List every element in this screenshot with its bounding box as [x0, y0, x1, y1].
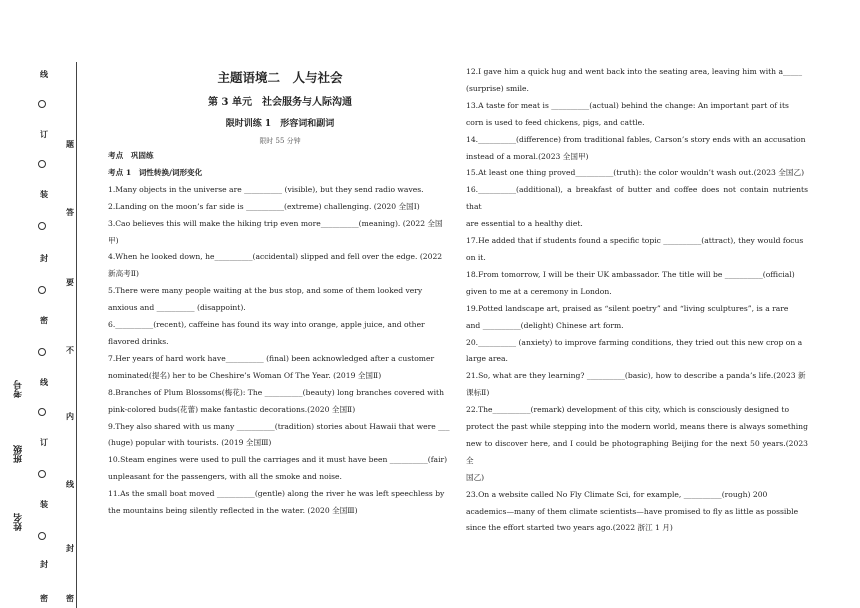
question-line: 10.Steam engines were used to pull the carriages and it must have been __________(fair)	[108, 455, 448, 465]
binding-hole	[38, 160, 46, 168]
question-line: 甲)	[108, 235, 119, 245]
binding-hole	[38, 286, 46, 294]
binding-char: 密	[40, 315, 48, 325]
question-line: 20.__________ (anxiety) to improve farming conditions, they tried out this new crop on a	[466, 337, 803, 347]
binding-char: 要	[66, 277, 74, 287]
question-line: unpleasant for the passengers, with all the smoke and noise.	[108, 472, 342, 482]
question-line: 17.He added that if students found a specific topic __________(attract), they would focus	[466, 236, 804, 246]
question-line: 18.From tomorrow, I will be their UK ambassador. The title will be __________(official)	[466, 269, 795, 279]
question-line: 9.They also shared with us many __________(tradition) stories about Hawaii that were ___	[108, 421, 450, 431]
question-line: 23.On a website called No Fly Climate Sci, for example, __________(rough) 200	[466, 489, 768, 499]
question-line: 国乙)	[466, 472, 485, 482]
binding-char: 密	[40, 593, 48, 603]
question-line: 19.Potted landscape art, praised as “silent poetry” and “living sculptures”, is a rare	[466, 303, 789, 313]
question-line: the mountains being silently reflected in the water. (2020 全国Ⅲ)	[108, 506, 358, 516]
binding-char: 装	[40, 499, 48, 509]
question-line: 13.A taste for meat is __________(actual) behind the change: An important part of its	[466, 100, 789, 110]
question-line: on it.	[466, 252, 486, 262]
binding-char: 不	[66, 345, 74, 355]
question-line: nominated(提名) her to be Cheshire’s Woman Of The Year. (2019 全国Ⅱ)	[108, 370, 382, 380]
binding-hole	[38, 532, 46, 540]
question-line: 1.Many objects in the universe are __________ (visible), but they send radio waves.	[108, 184, 424, 194]
question-line: are essential to a healthy diet.	[466, 219, 583, 229]
binding-char: 订	[40, 437, 48, 447]
question-line: large area.	[466, 354, 508, 364]
question-line: 12.I gave him a quick hug and went back into the seating area, leaving him with a_____	[466, 67, 802, 76]
question-line: 4.When he looked down, he__________(accidental) slipped and fell over the edge. (2022	[108, 252, 443, 262]
question-line: since the effort started two years ago.(2022 浙江 1 月)	[466, 523, 673, 533]
question-line: 11.As the small boat moved __________(gentle) along the river he was left speechless by	[108, 489, 445, 499]
name-label: 姓名	[14, 513, 24, 531]
question-line: corn is used to feed chickens, pigs, and cattle.	[466, 117, 645, 127]
left-column	[108, 148, 450, 520]
question-line: 2.Landing on the moon’s far side is __________(extreme) challenging. (2020 全国Ⅰ)	[108, 201, 420, 211]
binding-char: 密	[66, 593, 74, 603]
question-line: 16.__________(additional), a breakfast of butter and coffee does not contain nutrients that	[466, 185, 808, 212]
question-line: 课标Ⅱ)	[466, 388, 490, 398]
question-line: pink-colored buds(花蕾) make fantastic decorations.(2020 全国Ⅱ)	[108, 404, 356, 414]
question-line: anxious and __________ (disappoint).	[108, 303, 246, 313]
time-limit: 限时 55 分钟	[259, 137, 301, 145]
binding-char: 内	[66, 411, 74, 421]
unit-title: 第 3 单元 社会服务与人际沟通	[208, 97, 352, 108]
binding-hole	[38, 222, 46, 230]
question-line: instead of a moral.(2023 全国甲)	[466, 151, 589, 161]
right-column	[466, 64, 808, 537]
theme-title: 主题语境二 人与社会	[217, 70, 343, 85]
binding-hole	[38, 470, 46, 478]
drill-title: 限时训练 1 形容词和副词	[225, 119, 335, 129]
binding-char: 线	[40, 69, 48, 79]
binding-hole	[38, 408, 46, 416]
class-label: 班级	[14, 445, 24, 463]
question-line: flavored drinks.	[108, 336, 169, 346]
section-heading: 考点 巩固练	[108, 151, 154, 160]
question-line: 22.The__________(remark) development of this city, which is consciously designed to	[466, 405, 790, 415]
exam-number-label: 考号	[14, 380, 24, 398]
question-line: 15.At least one thing proved__________(truth): the color wouldn’t wash out.(2023 全国乙)	[466, 168, 805, 178]
question-line: 新高考Ⅱ)	[108, 269, 139, 279]
binding-char: 线	[66, 479, 74, 489]
subsection-heading: 考点 1 词性转换/词形变化	[108, 167, 203, 177]
question-line: 6.__________(recent), caffeine has found its way into orange, apple juice, and other	[108, 320, 425, 330]
binding-char: 封	[66, 543, 74, 553]
question-line: given to me at a ceremony in London.	[466, 286, 612, 296]
question-line: 14.__________(difference) from traditional fables, Carson’s story ends with an accusation	[466, 134, 806, 144]
binding-hole	[38, 348, 46, 356]
binding-hole	[38, 100, 46, 108]
question-line: 8.Branches of Plum Blossoms(梅花): The __________(beauty) long branches covered with	[108, 387, 444, 397]
question-line: 21.So, what are they learning? __________(basic), how to describe a panda’s life.(2023 新	[466, 371, 806, 381]
question-line: (huge) popular with tourists. (2019 全国Ⅲ)	[108, 438, 272, 448]
binding-char: 线	[40, 377, 48, 387]
binding-char: 答	[66, 207, 74, 217]
question-line: 3.Cao believes this will make the hiking trip even more__________(meaning). (2022 全国	[108, 218, 443, 228]
question-line: protect the past while stepping into the modern world, means there is always something	[466, 422, 808, 432]
question-line: 7.Her years of hard work have__________ (final) been acknowledged after a customer	[108, 353, 435, 363]
binding-char: 封	[40, 559, 48, 569]
question-line: 5.There were many people waiting at the bus stop, and some of them looked very	[108, 286, 423, 296]
binding-char: 封	[40, 253, 48, 263]
question-line: and __________(delight) Chinese art form.	[466, 320, 624, 330]
binding-char: 装	[40, 189, 48, 199]
question-line: new to discover here, and I could be photographing Beijing for the next 50 years.(2023 全	[466, 438, 808, 465]
binding-char: 订	[40, 129, 48, 139]
question-line: academics—many of them climate scientists—have promised to fly as little as possible	[466, 506, 799, 516]
binding-char: 题	[66, 139, 74, 149]
question-line: (surprise) smile.	[466, 83, 529, 93]
binding-line	[76, 62, 77, 608]
